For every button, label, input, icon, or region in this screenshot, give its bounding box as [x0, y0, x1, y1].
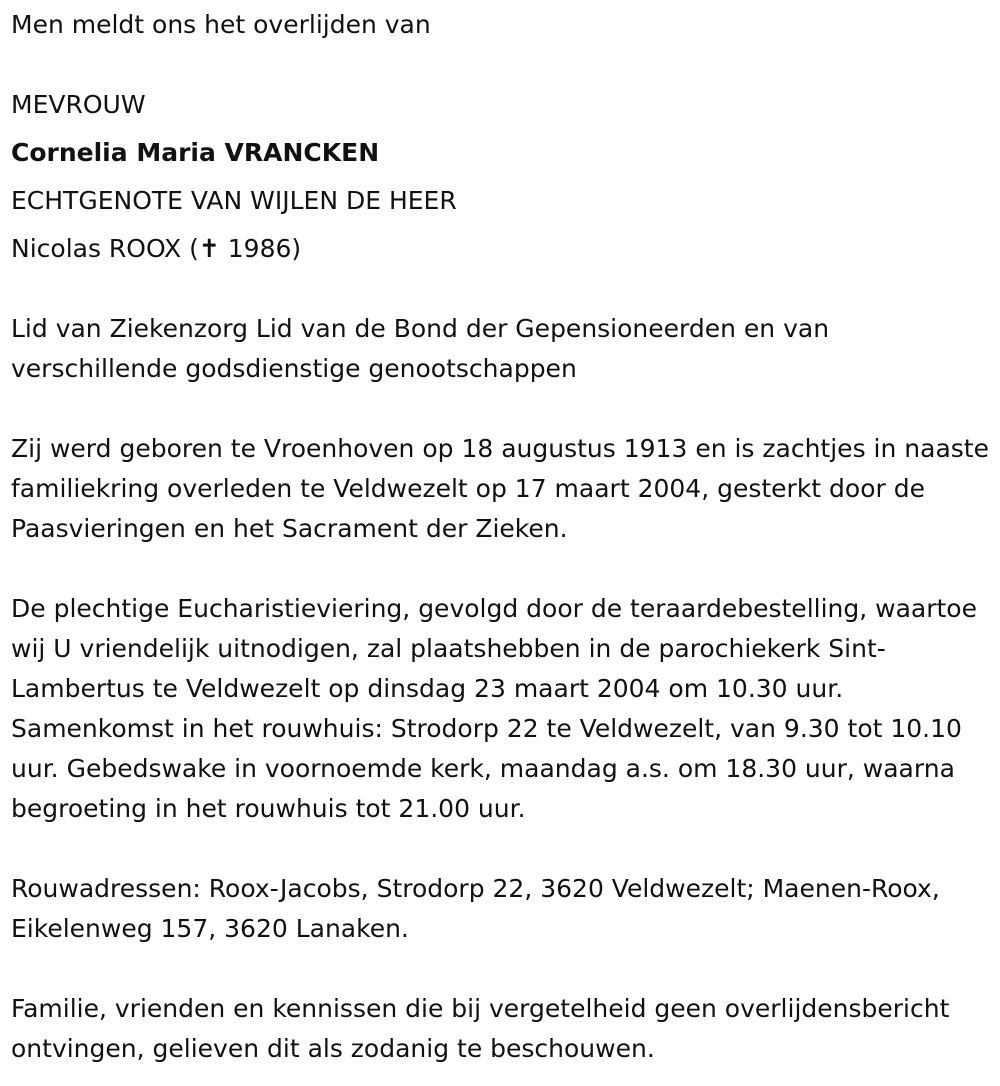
spouse-name: Nicolas ROOX (✝ 1986)	[11, 234, 302, 263]
spouse-label: ECHTGENOTE VAN WIJLEN DE HEER	[11, 186, 457, 215]
addresses-paragraph: Rouwadressen: Roox-Jacobs, Strodorp 22, 3620 Veldwezelt; Maenen-Roox, Eikelenweg 157, 3620 Lanaken.	[11, 874, 940, 943]
deceased-name: Cornelia Maria VRANCKEN	[11, 138, 380, 167]
ceremony-paragraph: De plechtige Eucharistieviering, gevolgd door de teraardebestelling, waartoe wij U vriendelijk uitnodigen, zal plaatshebben in de parochiekerk Sint-Lambertus te Veldwezelt op dinsdag 23 maart 2004 om 10.30 uur. Samenkomst in het rouwhuis: Strodorp 22 te Veldwezelt, van 9.30 tot 10.10 uur. Gebedswake in voornoemde kerk, maandag a.s. om 18.30 uur, waarna begroeting in het rouwhuis tot 21.00 uur.	[11, 594, 977, 823]
memberships-paragraph: Lid van Ziekenzorg Lid van de Bond der Gepensioneerden en van verschillende godsdienstige genootschappen	[11, 314, 830, 383]
intro-line: Men meldt ons het overlijden van	[11, 10, 431, 39]
deceased-title: MEVROUW	[11, 90, 146, 119]
closing-paragraph: Familie, vrienden en kennissen die bij vergetelheid geen overlijdensbericht ontvingen, gelieven dit als zodanig te beschouwen.	[11, 994, 950, 1063]
biography-paragraph: Zij werd geboren te Vroenhoven op 18 augustus 1913 en is zachtjes in naaste familiekring overleden te Veldwezelt op 17 maart 2004, gesterkt door de Paasvieringen en het Sacrament der Zieken.	[11, 434, 989, 543]
